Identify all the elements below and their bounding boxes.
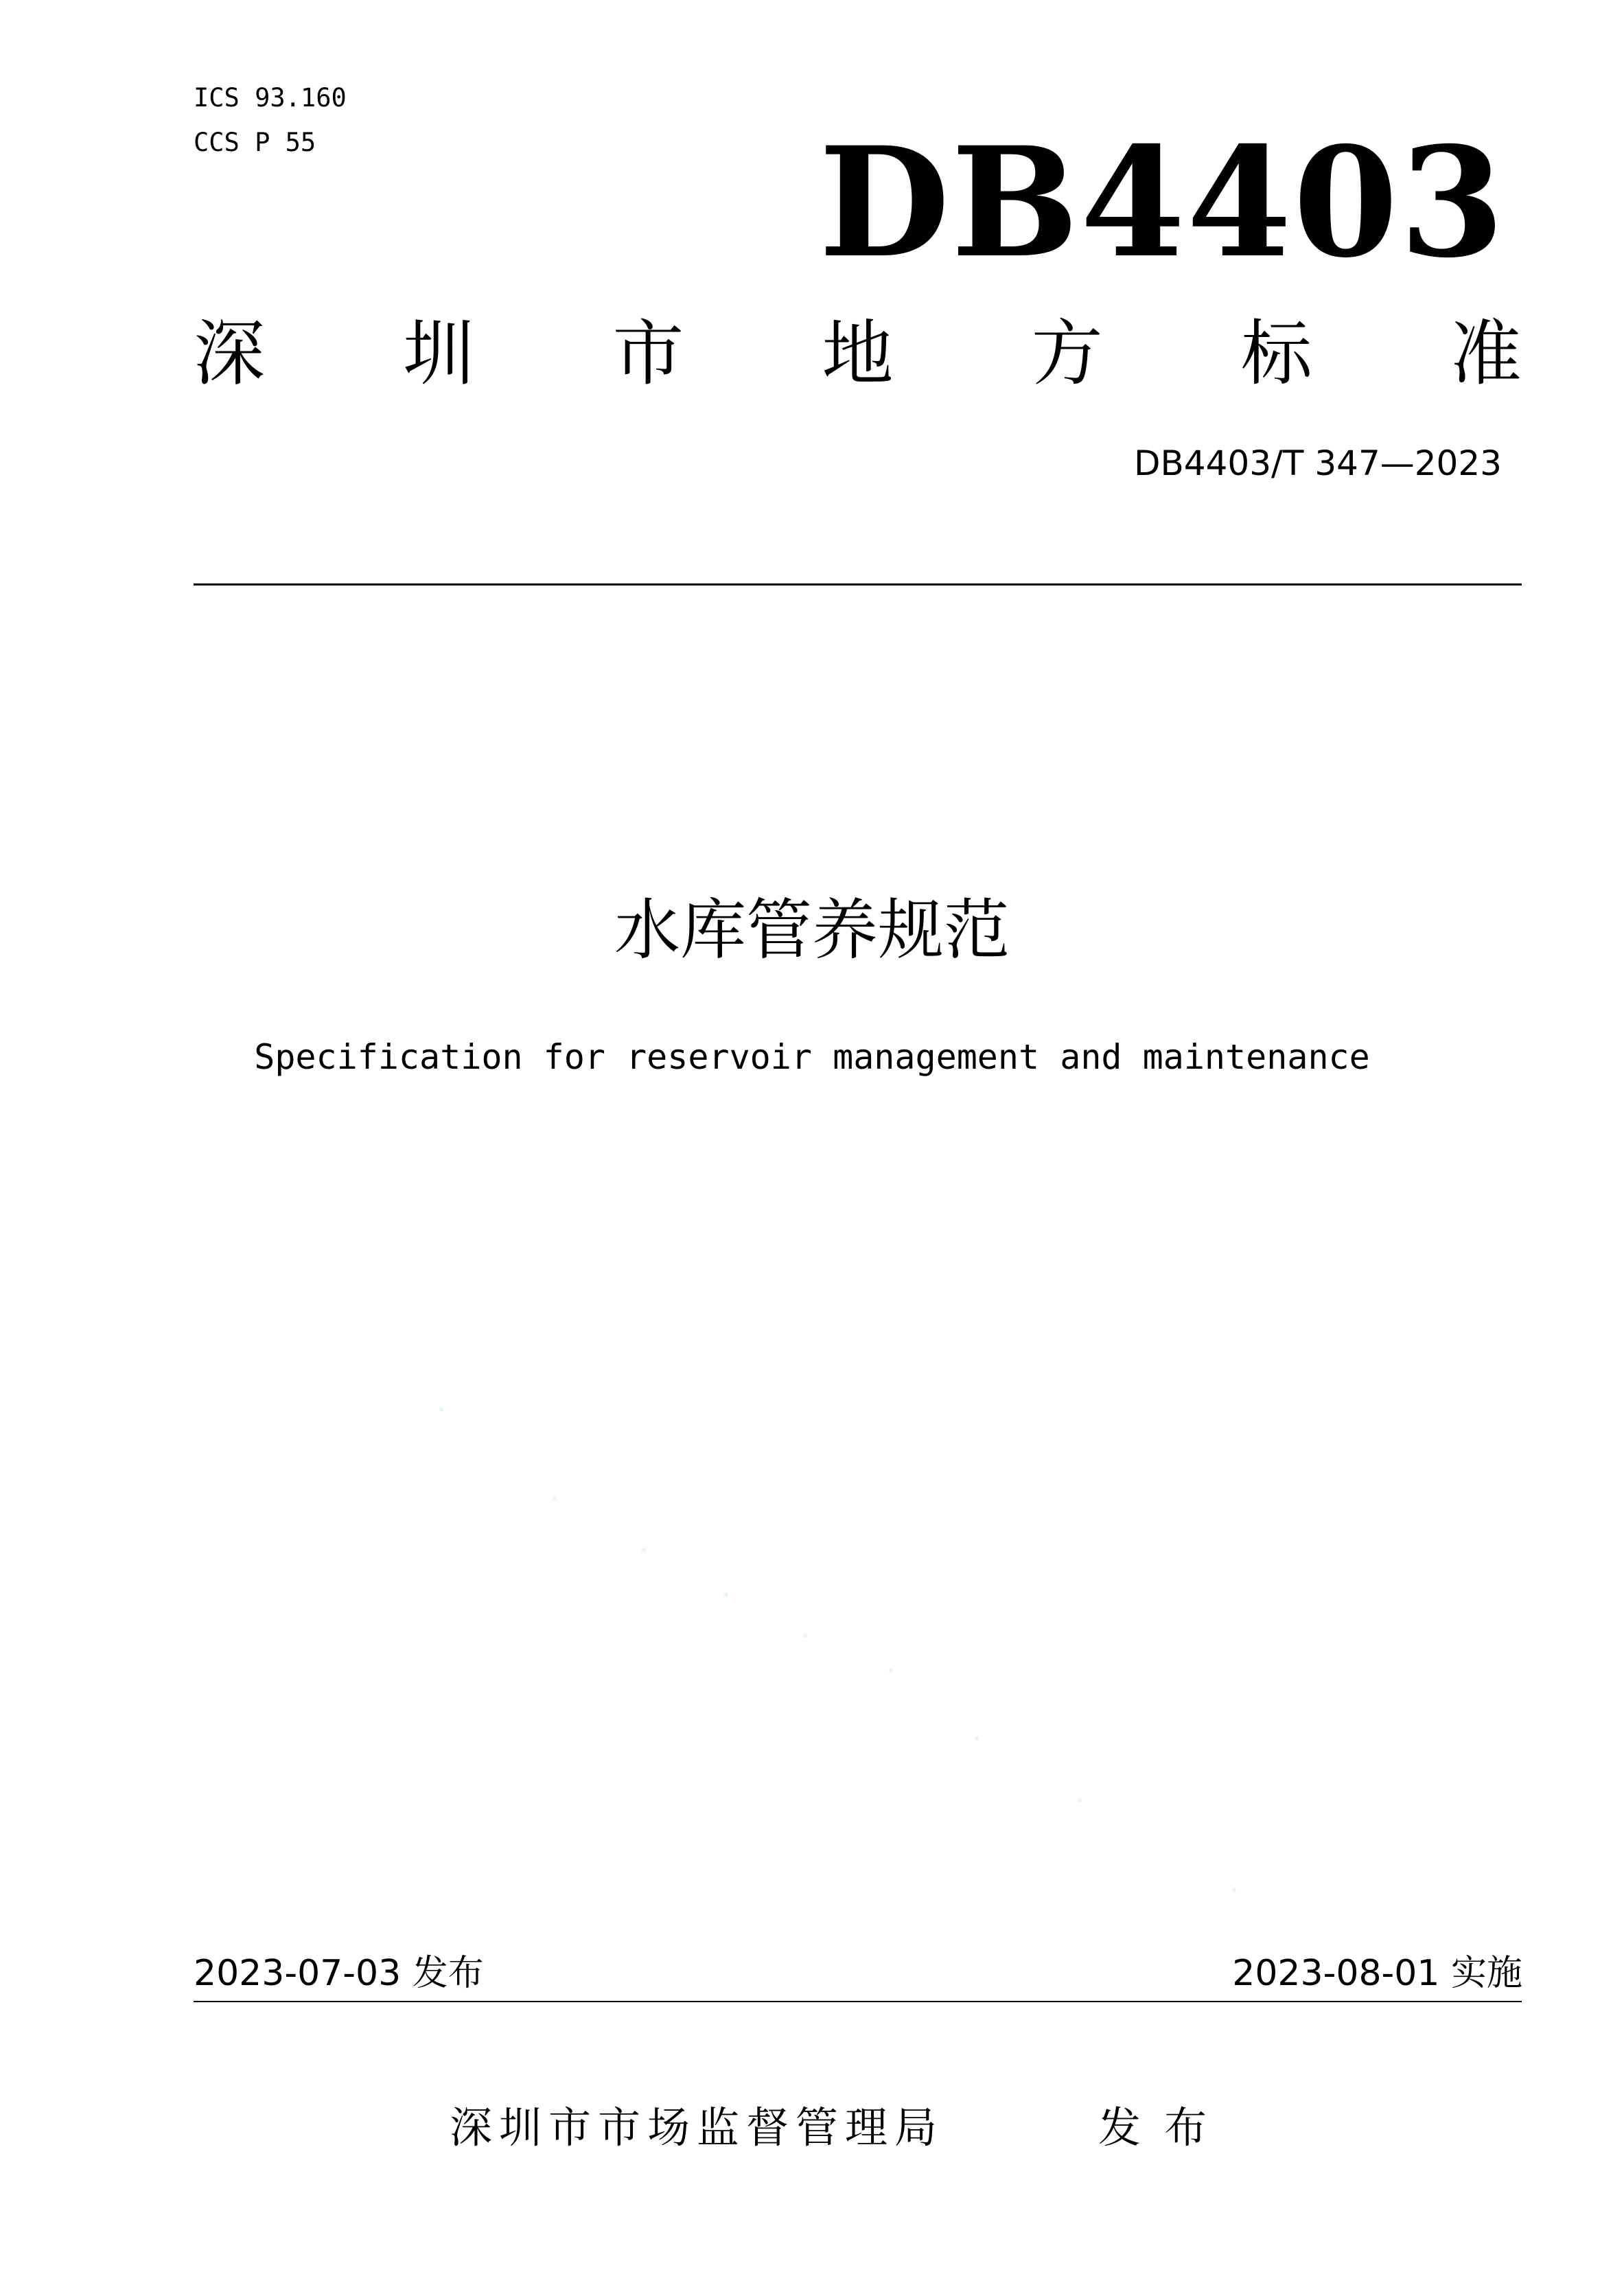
heading-char: 市 — [612, 312, 684, 395]
scan-speck — [724, 1592, 728, 1597]
scan-speck — [1078, 1798, 1082, 1802]
heading-char: 标 — [1240, 312, 1312, 395]
ics-code: ICS 93.160 — [194, 83, 347, 113]
implementation-date: 2023-08-01 实施 — [1232, 1953, 1522, 1994]
heading-char: 准 — [1450, 312, 1522, 395]
scan-speck — [803, 1634, 807, 1638]
standard-number: DB4403/T 347—2023 — [1133, 443, 1502, 483]
document-title-english: Specification for reservoir management and maintenance — [254, 1037, 1370, 1077]
scan-speck — [642, 1548, 646, 1552]
top-divider — [194, 583, 1522, 585]
publisher-name: 深圳市市场监督管理局 — [450, 2102, 944, 2153]
local-standard-heading — [194, 309, 1522, 398]
scan-speck — [889, 1668, 893, 1672]
heading-char: 圳 — [403, 312, 475, 395]
bottom-divider — [194, 2001, 1522, 2002]
scan-speck — [975, 1737, 979, 1741]
heading-char: 地 — [822, 312, 894, 395]
standard-code-logo: DB4403 — [818, 113, 1506, 291]
document-title-chinese: 水库管养规范 — [614, 892, 1010, 969]
scan-speck — [439, 1407, 443, 1411]
scan-speck — [1232, 1888, 1236, 1892]
heading-char: 方 — [1031, 312, 1103, 395]
scan-speck — [553, 1496, 557, 1500]
heading-char: 深 — [194, 312, 266, 395]
issue-date: 2023-07-03 发布 — [194, 1953, 484, 1994]
ccs-code: CCS P 55 — [194, 128, 316, 157]
publish-label: 发布 — [1098, 2102, 1231, 2153]
